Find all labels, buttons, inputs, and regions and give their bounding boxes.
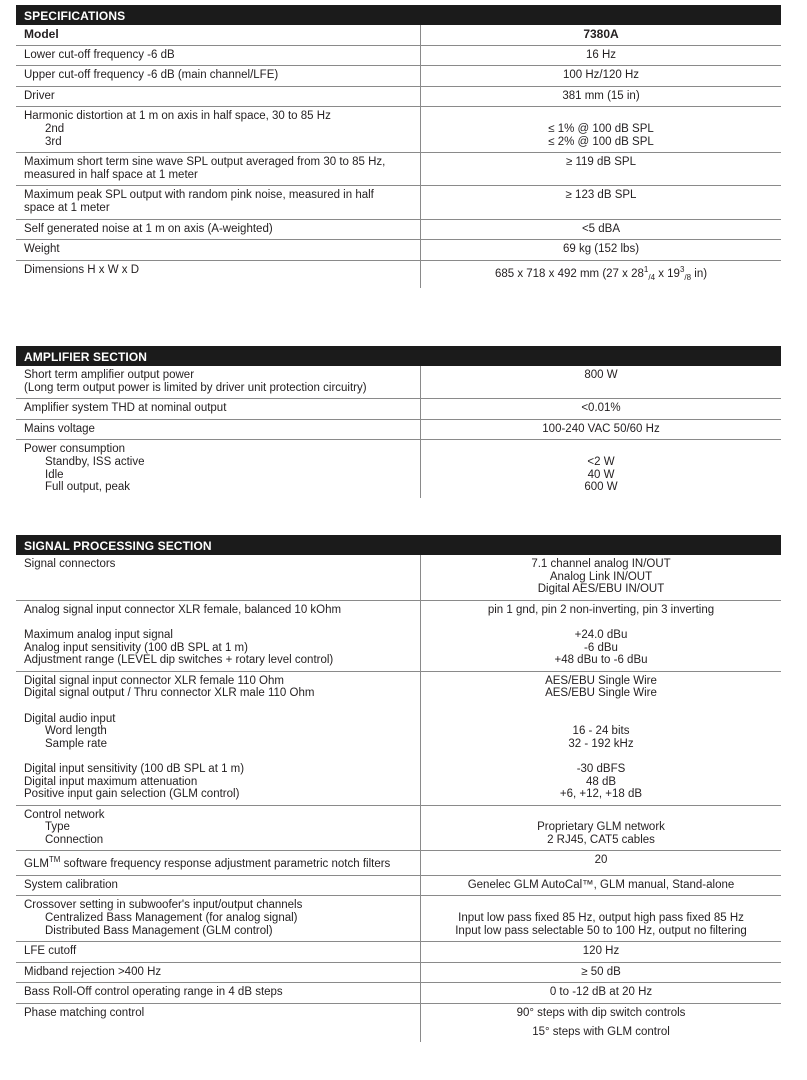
spec-value: Genelec GLM AutoCal™, GLM manual, Stand-alone: [421, 875, 782, 896]
table-row: [16, 942, 781, 963]
spec-value: 100-240 VAC 50/60 Hz: [421, 419, 782, 440]
spec-label: Phase matching control: [16, 1004, 421, 1043]
table-row: [16, 419, 781, 440]
table-row: [16, 219, 781, 240]
spec-value: 120 Hz: [421, 942, 782, 963]
table-row: [16, 600, 781, 671]
spec-value: <5 dBA: [421, 219, 782, 240]
spec-value: AES/EBU Single Wire AES/EBU Single Wire 16 - 24 bits 32 - 192 kHz -30 dBFS 48 dB +6, +12, +18 dB: [421, 671, 782, 805]
spec-label: Weight: [16, 240, 421, 261]
spec-label: Digital signal input connector XLR female 110 Ohm Digital signal output / Thru connector XLR male 110 Ohm Digital audio input Word length Sample rate Digital input sensitivity (100 dB SPL at 1 m) Digital input maximum attenuation Positive input gain selection (GLM control): [16, 671, 421, 805]
table-row: [16, 153, 781, 186]
table-row: [16, 1004, 781, 1043]
table-row: [16, 555, 781, 600]
table-row: [16, 366, 781, 399]
spec-label: Analog signal input connector XLR female, balanced 10 kOhm Maximum analog input signal Analog input sensitivity (100 dB SPL at 1 m) Adjustment range (LEVEL dip switches + rotary level control): [16, 600, 421, 671]
table-row: [16, 186, 781, 219]
spec-label: Lower cut-off frequency -6 dB: [16, 45, 421, 66]
max-sine-label-2: measured in half space at 1 meter: [24, 168, 198, 181]
amplifier-table: [16, 366, 781, 498]
harmonic-value-3rd: ≤ 2% @ 100 dB SPL: [548, 135, 654, 148]
spec-label: Self generated noise at 1 m on axis (A-weighted): [16, 219, 421, 240]
model-label: Model: [16, 25, 421, 45]
table-row: [16, 983, 781, 1004]
amplifier-section: [16, 346, 781, 498]
spec-value: 7.1 channel analog IN/OUT Analog Link IN/OUT Digital AES/EBU IN/OUT: [421, 555, 782, 600]
spec-label: Control network Type Connection: [16, 805, 421, 851]
max-peak-label-2: space at 1 meter: [24, 201, 110, 214]
spec-value: <2 W 40 W 600 W: [584, 455, 618, 494]
signal-processing-table: [16, 555, 781, 1042]
spec-label: System calibration: [16, 875, 421, 896]
table-row: [16, 896, 781, 942]
spec-value: 90° steps with dip switch controls 15° steps with GLM control: [516, 1007, 686, 1038]
table-row: [16, 86, 781, 107]
spec-value: ≥ 119 dB SPL: [421, 153, 782, 186]
spec-value: 381 mm (15 in): [421, 86, 782, 107]
model-value: 7380A: [421, 25, 782, 45]
spec-value: 69 kg (152 lbs): [421, 240, 782, 261]
spec-value: 100 Hz/120 Hz: [421, 66, 782, 87]
specifications-section: [16, 5, 781, 288]
spec-label: Short term amplifier output power (Long term output power is limited by driver unit protection circuitry): [16, 366, 421, 399]
specifications-header: SPECIFICATIONS: [16, 5, 781, 25]
table-row: [16, 260, 781, 288]
spec-label: LFE cutoff: [16, 942, 421, 963]
spec-value: pin 1 gnd, pin 2 non-inverting, pin 3 inverting +24.0 dBu -6 dBu +48 dBu to -6 dBu: [421, 600, 782, 671]
spec-value: Proprietary GLM network 2 RJ45, CAT5 cables: [421, 805, 782, 851]
spec-value: 800 W: [421, 366, 782, 399]
amplifier-header: AMPLIFIER SECTION: [16, 346, 781, 366]
spec-value: 0 to -12 dB at 20 Hz: [421, 983, 782, 1004]
harmonic-sub-2nd: 2nd: [45, 122, 65, 135]
spec-label: [16, 107, 421, 153]
spec-label: Amplifier system THD at nominal output: [16, 399, 421, 420]
spec-label: Mains voltage: [16, 419, 421, 440]
signal-processing-header: SIGNAL PROCESSING SECTION: [16, 535, 781, 555]
table-row: [16, 240, 781, 261]
spec-value: [421, 107, 782, 153]
spec-label: [16, 153, 421, 186]
table-row: [16, 66, 781, 87]
specifications-table: [16, 25, 781, 288]
signal-processing-section: [16, 535, 781, 1042]
max-peak-label-1: Maximum peak SPL output with random pink noise, measured in half: [24, 189, 374, 202]
spec-value: 685 x 718 x 492 mm (27 x $28^1_{/4}$ x $19^3_{/8}$ in): [494, 264, 708, 282]
harmonic-sub-3rd: 3rd: [45, 135, 62, 148]
spec-label: Bass Roll-Off control operating range in 4 dB steps: [16, 983, 421, 1004]
spec-label: GLM™ software frequency response adjustment parametric notch filters: [16, 851, 421, 875]
table-row: [16, 440, 781, 498]
spec-label: Power consumption Standby, ISS active Idle Full output, peak: [16, 440, 421, 498]
spec-label: [16, 186, 421, 219]
spec-value: ≥ 123 dB SPL: [421, 186, 782, 219]
table-row: [16, 399, 781, 420]
spec-label: Crossover setting in subwoofer's input/output channels Centralized Bass Management (for analog signal) Distributed Bass Management (GLM control): [16, 896, 421, 942]
spec-value: 16 Hz: [421, 45, 782, 66]
table-row: [16, 962, 781, 983]
table-row: [16, 107, 781, 153]
max-sine-label-1: Maximum short term sine wave SPL output averaged from 30 to 85 Hz,: [24, 156, 386, 169]
spec-label: Dimensions H x W x D: [16, 260, 421, 288]
spec-label: Signal connectors: [16, 555, 421, 600]
spec-value: <0.01%: [421, 399, 782, 420]
table-row: [16, 805, 781, 851]
table-row: [16, 671, 781, 805]
spec-label: Driver: [16, 86, 421, 107]
harmonic-value-2nd: ≤ 1% @ 100 dB SPL: [548, 122, 654, 135]
table-row: [16, 45, 781, 66]
table-row: [16, 25, 781, 45]
table-row: [16, 875, 781, 896]
spec-value: 20: [421, 851, 782, 875]
table-row: [16, 851, 781, 875]
spec-value: ≥ 50 dB: [421, 962, 782, 983]
spec-value: Input low pass fixed 85 Hz, output high pass fixed 85 Hz Input low pass selectable 50 to 100 Hz, output no filtering: [421, 896, 782, 942]
spec-label: Upper cut-off frequency -6 dB (main channel/LFE): [16, 66, 421, 87]
harmonic-label: Harmonic distortion at 1 m on axis in half space, 30 to 85 Hz: [24, 110, 331, 123]
spec-label: Midband rejection >400 Hz: [16, 962, 421, 983]
